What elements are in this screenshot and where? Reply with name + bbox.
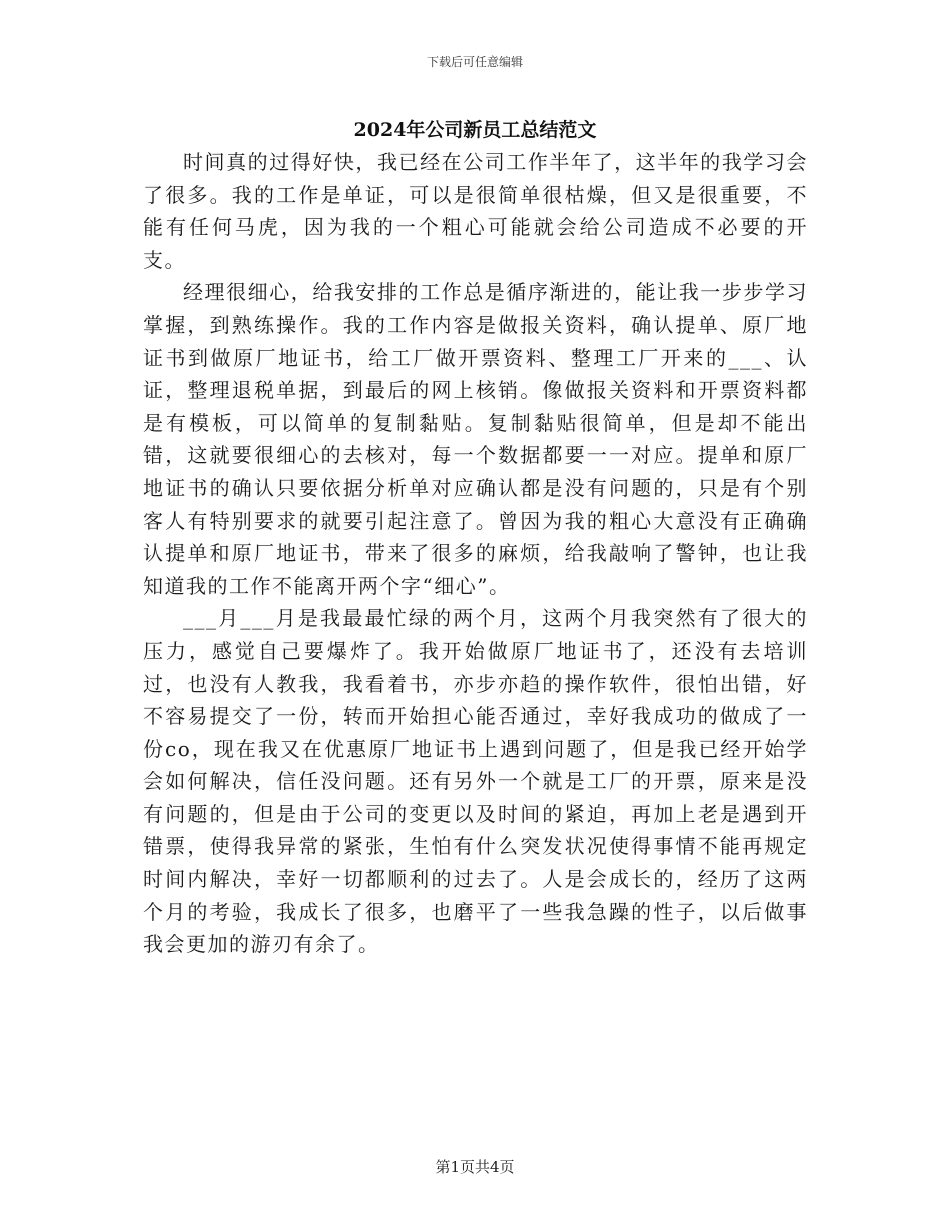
page-number: 第1页共4页 <box>435 1158 515 1176</box>
document-title: 2024年公司新员工总结范文 <box>353 119 597 141</box>
document-body <box>143 146 808 961</box>
paragraph-1: 时间真的过得好快，我已经在公司工作半年了，这半年的我学习会了很多。我的工作是单证，可以是很简单很枯燥，但又是很重要，不能有任何马虎，因为我的一个粗心可能就会给公司造成不必要的开支。 <box>143 150 808 272</box>
paragraph-3: ___月___月是我最最忙绿的两个月，这两个月我突然有了很大的压力，感觉自己要爆炸了。我开始做原厂地证书了，还没有去培训过，也没有人教我，我看着书，亦步亦趋的操作软件，很怕出错，好不容易提交了一份，转而开始担心能否通过，幸好我成功的做成了一份co，现在我又在优惠原厂地证书上遇到问题了，但是我已经开始学会如何解决，信任没问题。还有另外一个就是工厂的开票，原来是没有问题的，但是由于公司的变更以及时间的紧迫，再加上老是遇到开错票，使得我异常的紧张，生怕有什么突发状况使得事情不能再规定时间内解决，幸好一切都顺利的过去了。人是会成长的，经历了这两个月的考验，我成长了很多，也磨平了一些我急躁的性子，以后做事我会更加的游刃有余了。 <box>143 606 808 957</box>
page-header-note: 下载后可任意编辑 <box>426 55 523 69</box>
paragraph-2: 经理很细心，给我安排的工作总是循序渐进的，能让我一步步学习掌握，到熟练操作。我的工作内容是做报关资料，确认提单、原厂地证书到做原厂地证书，给工厂做开票资料、整理工厂开来的___、认证，整理退税单据，到最后的网上核销。像做报关资料和开票资料都是有模板，可以简单的复制黏贴。复制黏贴很简单，但是却不能出错，这就要很细心的去核对，每一个数据都要一一对应。提单和原厂地证书的确认只要依据分析单对应确认都是没有问题的，只是有个别客人有特别要求的就要引起注意了。曾因为我的粗心大意没有正确确认提单和原厂地证书，带来了很多的麻烦，给我敲响了警钟，也让我知道我的工作不能离开两个字“细心”。 <box>143 280 808 598</box>
